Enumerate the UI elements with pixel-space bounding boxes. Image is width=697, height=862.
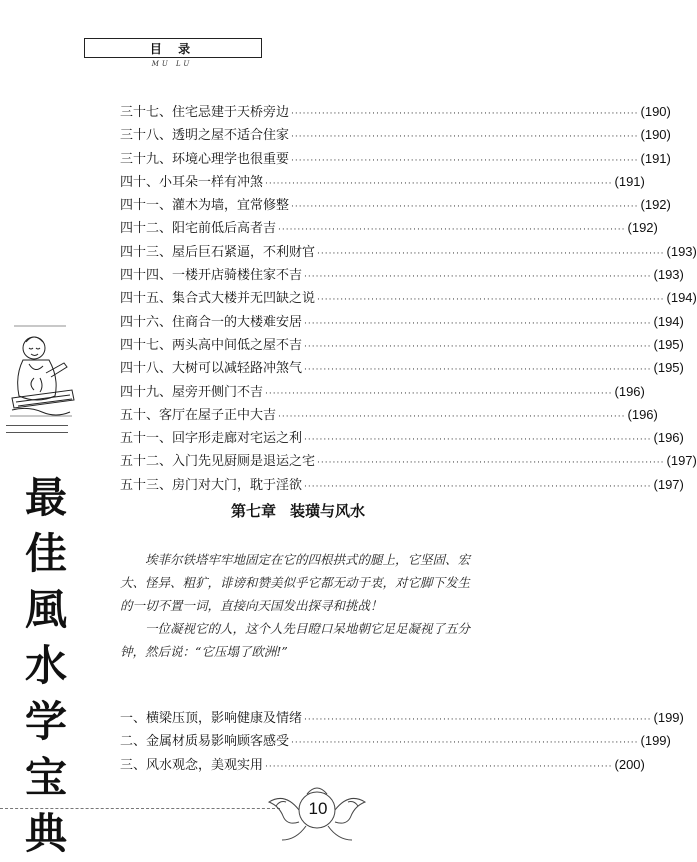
toc-leader: ·························································································· — [278, 225, 626, 236]
toc-entry-page: (190) — [640, 104, 671, 119]
toc-entry-page: (193) — [653, 267, 684, 283]
toc-list — [120, 101, 697, 497]
toc-entry-page: (194) — [666, 290, 697, 306]
toc-entry — [120, 707, 684, 730]
toc-leader: ·························································································· — [265, 388, 613, 399]
toc-entry-title: 两头高中间低之屋不吉 — [172, 337, 303, 353]
intro-paragraph: 一位凝视它的人，这个人先目瞪口呆地朝它足足凝视了五分钟，然后说：“它压塌了欧洲!” — [120, 621, 471, 659]
toc-leader: ·························································································· — [304, 715, 652, 725]
toc-entry — [120, 381, 645, 404]
toc-entry-title: 金属材质易影响顾客感受 — [146, 734, 290, 750]
toc-leader: ·························································································· — [278, 411, 626, 422]
toc-leader: ·························································································· — [265, 178, 613, 189]
chapter-label: 第七章 — [230, 502, 276, 520]
toc-entry-title: 入门先见厨厕是退运之宅 — [172, 454, 316, 470]
toc-entry — [120, 474, 684, 497]
book-title-char: 最 — [24, 473, 67, 522]
toc-entry-title: 横梁压顶，影响健康及情绪 — [146, 711, 303, 726]
toc-entry-number: 五十三、 — [120, 477, 173, 493]
toc-leader: ·························································································· — [317, 295, 665, 306]
toc-leader: ·························································································· — [291, 109, 639, 119]
toc-entry-title: 客厅在屋子正中大吉 — [159, 407, 277, 423]
toc-entry-number: 二、 — [120, 734, 147, 750]
toc-entry-number: 四十四、 — [120, 268, 173, 284]
toc-leader: ·························································································· — [304, 272, 652, 283]
toc-entry-number: 三、 — [120, 757, 147, 773]
toc-entry-title: 风水观念，美观实用 — [146, 757, 264, 773]
toc-entry — [120, 217, 658, 240]
chapter-heading — [120, 500, 476, 521]
toc-entry — [120, 264, 684, 287]
toc-leader: ·························································································· — [317, 248, 665, 259]
toc-entry — [120, 287, 697, 310]
toc-entry-number: 三十九、 — [120, 151, 173, 167]
toc-leader: ·························································································· — [304, 435, 652, 446]
chapter-title: 装璜与风水 — [290, 502, 366, 520]
toc-entry — [120, 101, 671, 124]
toc-header-subtitle: MU LU — [151, 60, 193, 68]
toc-entry — [120, 404, 658, 427]
toc-entry — [120, 148, 671, 171]
toc-entry-title: 屋后巨石紧逼，不利财官 — [172, 244, 316, 260]
intro-paragraph: 埃菲尔铁塔牢牢地固定在它的四根拱式的腿上，它坚固、宏大、怪异、粗犷，诽谤和赞美似乎它都无动于衷，对它脚下发生的一切不置一词，直接向天国发出探寻和挑战！ — [120, 552, 471, 613]
side-rule-top — [6, 425, 68, 426]
toc-leader: ·························································································· — [291, 132, 639, 143]
toc-entry-page: (199) — [653, 710, 684, 725]
book-title-char: 学 — [24, 697, 67, 746]
toc-header-title: 目 录 — [149, 42, 197, 56]
toc-entry — [120, 311, 684, 334]
toc-leader: ·························································································· — [304, 481, 652, 492]
toc-entry-page: (196) — [614, 383, 645, 399]
toc-entry-number: 四十六、 — [120, 314, 173, 330]
toc-entry-title: 小耳朵一样有冲煞 — [159, 174, 264, 190]
toc-entry — [120, 194, 671, 217]
toc-entry-page: (195) — [653, 336, 684, 352]
toc-entry-number: 四十二、 — [120, 221, 173, 237]
toc-entry — [120, 124, 671, 147]
toc-entry-number: 三十八、 — [120, 128, 173, 144]
toc-entry-number: 一、 — [120, 711, 147, 726]
toc-entry-number: 四十一、 — [120, 198, 173, 214]
side-rule-bottom — [6, 432, 68, 433]
toc-entry-number: 五十一、 — [120, 431, 173, 447]
toc-leader: ·························································································· — [304, 365, 652, 376]
toc-header-box — [84, 38, 262, 58]
toc-entry — [120, 754, 645, 777]
toc-entry-title: 集合式大楼并无凹缺之说 — [172, 291, 316, 307]
chapter-toc-list — [120, 707, 684, 777]
toc-entry-title: 大树可以减轻路冲煞气 — [172, 361, 303, 377]
toc-entry-title: 屋旁开侧门不吉 — [172, 384, 264, 400]
page-number: 10 — [308, 799, 328, 818]
toc-entry-number: 四十五、 — [120, 291, 173, 307]
book-title-char: 典 — [24, 809, 67, 858]
toc-entry-page: (196) — [627, 406, 658, 422]
toc-entry — [120, 241, 697, 264]
toc-entry-number: 四十七、 — [120, 337, 173, 353]
toc-leader: ·························································································· — [291, 202, 639, 213]
toc-entry-page: (200) — [614, 756, 645, 772]
book-title-char: 水 — [24, 641, 67, 690]
toc-leader: ·························································································· — [291, 738, 639, 749]
toc-entry-number: 四十九、 — [120, 384, 173, 400]
book-title-char: 佳 — [24, 529, 67, 578]
toc-entry — [120, 171, 645, 194]
toc-entry-title: 住宅忌建于天桥旁边 — [172, 105, 290, 120]
toc-entry-title: 阳宅前低后高者吉 — [172, 221, 277, 237]
toc-leader: ·························································································· — [317, 458, 665, 469]
toc-entry-title: 房门对大门，耽于淫欲 — [172, 477, 303, 493]
toc-entry — [120, 450, 697, 473]
toc-entry-title: 住商合一的大楼难安居 — [172, 314, 303, 330]
toc-entry — [120, 730, 671, 753]
toc-entry-page: (192) — [627, 220, 658, 236]
toc-leader: ·························································································· — [304, 341, 652, 352]
toc-entry-page: (196) — [653, 430, 684, 446]
toc-entry — [120, 427, 684, 450]
toc-leader: ·························································································· — [304, 318, 652, 329]
book-title-vertical — [18, 470, 74, 862]
toc-entry-page: (194) — [653, 313, 684, 329]
scholar-illustration — [4, 318, 76, 420]
toc-entry-title: 环境心理学也很重要 — [172, 151, 290, 167]
toc-entry-title: 透明之屋不适合住家 — [172, 128, 290, 144]
toc-entry-title: 一楼开店骑楼住家不吉 — [172, 268, 303, 284]
toc-entry-page: (195) — [653, 360, 684, 376]
toc-entry-number: 五十二、 — [120, 454, 173, 470]
toc-entry-page: (191) — [640, 150, 671, 166]
toc-entry-page: (193) — [666, 243, 697, 259]
toc-entry — [120, 334, 684, 357]
toc-entry-title: 回字形走廊对宅运之利 — [172, 431, 303, 447]
toc-leader: ·························································································· — [265, 761, 613, 772]
toc-entry-page: (199) — [640, 733, 671, 749]
footer-dashed-rule — [0, 808, 280, 809]
toc-entry-page: (192) — [640, 197, 671, 213]
toc-entry-number: 四十八、 — [120, 361, 173, 377]
toc-entry-number: 四十、 — [120, 174, 160, 190]
book-title-char: 風 — [24, 585, 67, 634]
chapter-intro — [120, 548, 476, 663]
toc-entry-page: (191) — [614, 173, 645, 189]
toc-entry-title: 灌木为墙，宜常修整 — [172, 198, 290, 214]
toc-entry-number: 五十、 — [120, 407, 160, 423]
toc-entry-page: (190) — [640, 127, 671, 143]
toc-entry-number: 三十七、 — [120, 105, 173, 120]
book-title-char: 宝 — [24, 753, 67, 802]
toc-leader: ·························································································· — [291, 155, 639, 166]
toc-entry-number: 四十三、 — [120, 244, 173, 260]
toc-entry-page: (197) — [666, 453, 697, 469]
toc-entry-page: (197) — [653, 476, 684, 492]
toc-entry — [120, 357, 684, 380]
